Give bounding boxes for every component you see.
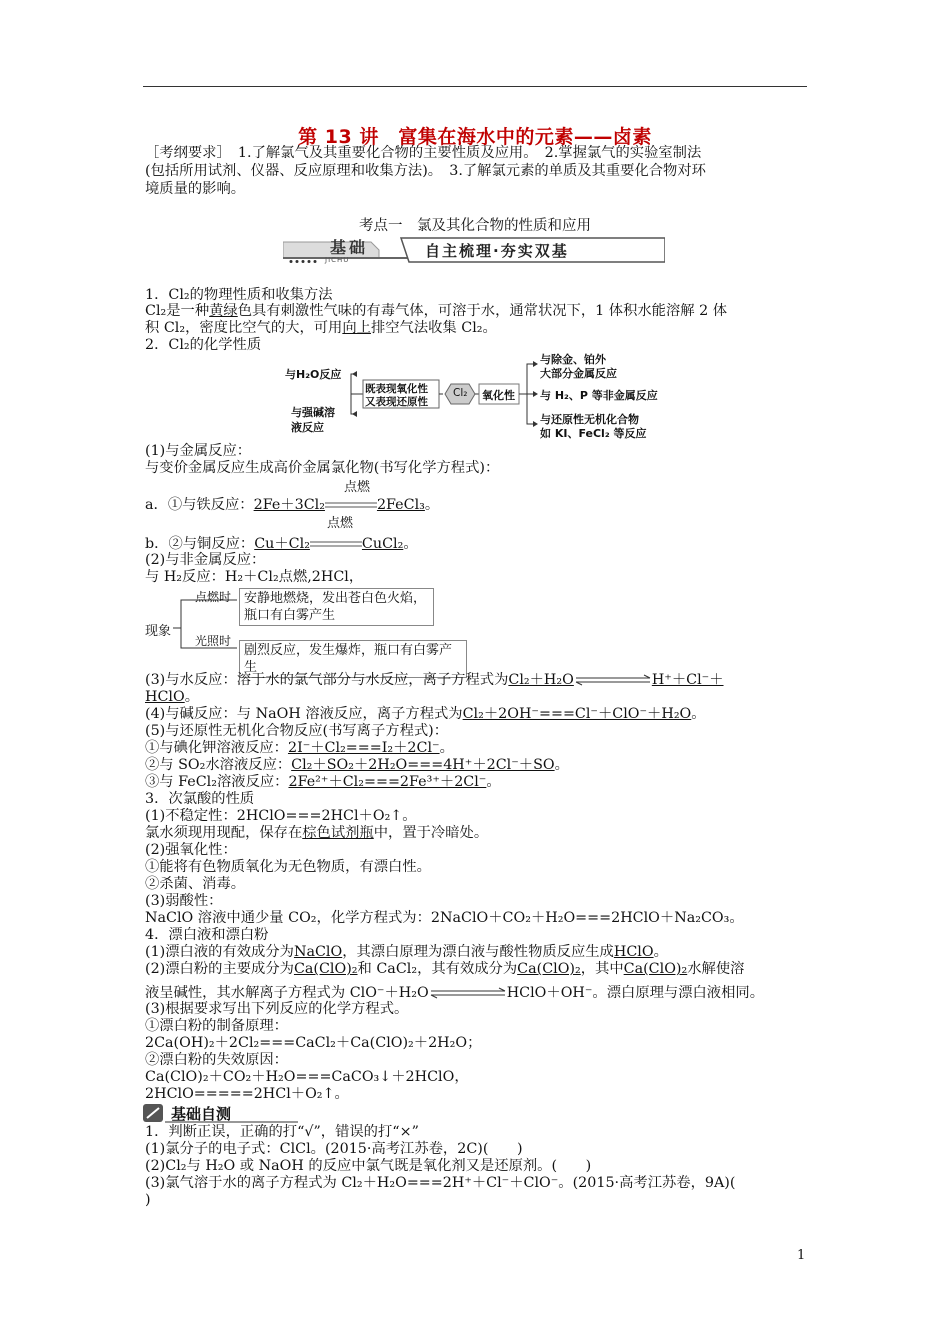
fe-condition: 点燃 <box>344 480 371 495</box>
p2-heading: 2．Cl₂的化学性质 <box>145 337 262 353</box>
pencil-icon <box>143 1103 163 1123</box>
fecl2-reaction: ③与 FeCl₂溶液反应：2Fe²⁺＋Cl₂===2Fe³⁺＋2Cl⁻。 <box>145 774 501 790</box>
base-reaction: (4)与碱反应：与 NaOH 溶液反应，离子方程式为Cl₂＋2OH⁻===Cl⁻＋ClO⁻＋H₂O。 <box>145 706 706 722</box>
diagram-center-cl2: Cl₂ <box>453 387 468 399</box>
nonmetal-heading: (2)与非金属反应： <box>145 552 266 568</box>
diagram-right-label: 氧化性 <box>482 389 515 402</box>
so2-reaction: ②与 SO₂水溶液反应：Cl₂＋SO₂＋2H₂O===4H⁺＋2Cl⁻＋SO。 <box>145 757 569 773</box>
h2-reaction: 与 H₂反应：H₂＋Cl₂点燃,2HCl， <box>145 569 364 585</box>
selftest-q3-line-1: (3)氯气溶于水的离子方程式为 Cl₂＋H₂O===2H⁺＋Cl⁻＋ClO⁻。(2015·高考江苏卷，9A)( <box>145 1175 736 1191</box>
p1-line-2: 积 Cl₂，密度比空气的大，可用向上排空气法收集 Cl₂。 <box>145 320 497 336</box>
oxidizing-point-2: ②杀菌、消毒。 <box>145 876 246 892</box>
phenomenon-light-box: 剧烈反应，发生爆炸，瓶口有白雾产生 <box>239 640 467 678</box>
oxidizing-heading: (2)强氧化性： <box>145 842 237 858</box>
phenomenon-diagram <box>145 586 475 675</box>
preparation-equation: 2Ca(OH)₂＋2Cl₂===CaCl₂＋Ca(ClO)₂＋2H₂O； <box>145 1035 482 1051</box>
banner-label-left: 基础 <box>330 238 369 257</box>
page-title: 第 13 讲 富集在海水中的元素——卤素 <box>298 126 652 148</box>
failure-equation-1: Ca(ClO)₂＋CO₂＋H₂O===CaCO₃↓＋2HClO， <box>145 1069 469 1085</box>
diagram-mid-1: 既表现氧化性 <box>365 383 428 395</box>
selftest-banner <box>143 1103 298 1123</box>
bleach-liquid: (1)漂白液的有效成分为NaClO，其漂白原理为漂白液与酸性物质反应生成HClO。 <box>145 944 668 960</box>
hydrolysis-equilibrium-arrow <box>429 986 483 1000</box>
phenomenon-burn-text-2: 瓶口有白雾产生 <box>244 608 336 623</box>
page-number: 1 <box>797 1248 806 1263</box>
phenomenon-light-label: 光照时 <box>195 634 232 648</box>
metal-heading: (1)与金属反应： <box>145 443 252 459</box>
requirement-heading: (3)根据要求写出下列反应的化学方程式。 <box>145 1001 409 1017</box>
header-rule <box>143 86 807 87</box>
requirements-line-3: 境质量的影响。 <box>145 181 246 197</box>
fe-reaction-line: a．①与铁反应：2Fe＋3Cl₂ 2FeCl₃。 <box>145 497 440 513</box>
cu-condition: 点燃 <box>327 516 354 531</box>
weak-acid-heading: (3)弱酸性： <box>145 893 223 909</box>
phenomenon-burn-box <box>239 588 434 626</box>
diagram-r1b: 大部分金属反应 <box>540 367 617 380</box>
diagram-left-bot-2: 液反应 <box>291 421 324 434</box>
failure-heading: ②漂白粉的失效原因： <box>145 1052 288 1068</box>
equilibrium-arrow <box>574 673 628 687</box>
banner-sub: JICHU <box>325 256 350 264</box>
chlorine-water-storage: 氯水须现用现配，保存在棕色试剂瓶中，置于冷暗处。 <box>145 825 489 841</box>
diagram-r3a: 与还原性无机化合物 <box>540 413 639 426</box>
cu-eq-sign <box>310 540 362 549</box>
phenomenon-burn-label: 点燃时 <box>195 590 232 604</box>
selftest-q2: (2)Cl₂与 H₂O 或 NaOH 的反应中氯气既是氧化剂又是还原剂。( ) <box>145 1158 592 1174</box>
p3-heading: 3．次氯酸的性质 <box>145 791 255 807</box>
selftest-heading: 基础自测 <box>171 1105 232 1123</box>
water-reaction-line-1: (3)与水反应：溶于水的氯气部分与水反应，离子方程式为Cl₂＋H₂O H⁺＋Cl⁻＋ <box>145 672 724 688</box>
hydrolysis-line: 液呈碱性，其水解离子方程式为 ClO⁻＋H₂O HClO＋OH⁻。漂白原理与漂白液相同。 <box>145 985 764 1001</box>
weak-acid-equation: NaClO 溶液中通少量 CO₂，化学方程式为：2NaClO＋CO₂＋H₂O===2HClO＋Na₂CO₃。 <box>145 910 744 926</box>
diagram-left-top: 与H₂O反应 <box>285 368 342 381</box>
fe-eq-sign <box>325 501 377 510</box>
ki-reaction: ①与碘化钾溶液反应：2I⁻＋Cl₂===I₂＋2Cl⁻。 <box>145 740 454 756</box>
diagram-r3b: 如 KI、FeCl₂ 等反应 <box>540 427 647 440</box>
selftest-q3-line-2: ) <box>145 1192 151 1208</box>
banner-label-right: 自主梳理·夯实双基 <box>425 242 569 260</box>
selftest-question-heading: 1．判断正误，正确的打“√”，错误的打“×” <box>145 1124 419 1140</box>
p4-heading: 4．漂白液和漂白粉 <box>145 927 269 943</box>
p1-heading: 1．Cl₂的物理性质和收集方法 <box>145 287 333 303</box>
reducing-heading: (5)与还原性无机化合物反应(书写离子方程式)： <box>145 723 449 739</box>
water-reaction-line-2: HClO。 <box>145 689 199 705</box>
phenomenon-label: 现象 <box>145 624 172 639</box>
phenomenon-burn-text-1: 安静地燃烧，发出苍白色火焰， <box>244 591 427 606</box>
hclo-unstable: (1)不稳定性：2HClO===2HCl＋O₂↑。 <box>145 808 417 824</box>
preparation-heading: ①漂白粉的制备原理： <box>145 1018 288 1034</box>
oxidizing-point-1: ①能将有色物质氧化为无色物质，有漂白性。 <box>145 859 431 875</box>
requirements-line-1: ［考纲要求］ 1.了解氯气及其重要化合物的主要性质及应用。 2.掌握氯气的实验室制法 <box>145 145 702 161</box>
section-heading: 考点一 氯及其化合物的性质和应用 <box>359 218 591 234</box>
failure-equation-2: 2HClO=====2HCl＋O₂↑。 <box>145 1086 349 1102</box>
diagram-r1a: 与除金、铂外 <box>540 353 606 366</box>
cu-reaction-line: b．②与铜反应：Cu＋Cl₂ CuCl₂。 <box>145 536 418 552</box>
diagram-left-bot-1: 与强碱溶 <box>291 406 335 419</box>
p1-line-1: Cl₂是一种黄绿色具有刺激性气味的有毒气体，可溶于水，通常状况下，1 体积水能溶解 2 体 <box>145 303 728 319</box>
selftest-q1: (1)氯分子的电子式：ClCl。(2015·高考江苏卷，2C)( ) <box>145 1141 523 1157</box>
cl2-properties-diagram <box>283 350 668 440</box>
diagram-r2: 与 H₂、P 等非金属反应 <box>540 389 658 402</box>
requirements-line-2: (包括所用试剂、仪器、反应原理和收集方法)。 3.了解氯元素的单质及其重要化合物对环 <box>145 163 706 179</box>
diagram-mid-2: 又表现还原性 <box>365 396 428 408</box>
bleach-powder: (2)漂白粉的主要成分为Ca(ClO)₂和 CaCl₂，其有效成分为Ca(ClO)₂，其中Ca(ClO)₂水解使溶 <box>145 961 745 977</box>
metal-desc: 与变价金属反应生成高价金属氯化物(书写化学方程式)： <box>145 460 500 476</box>
